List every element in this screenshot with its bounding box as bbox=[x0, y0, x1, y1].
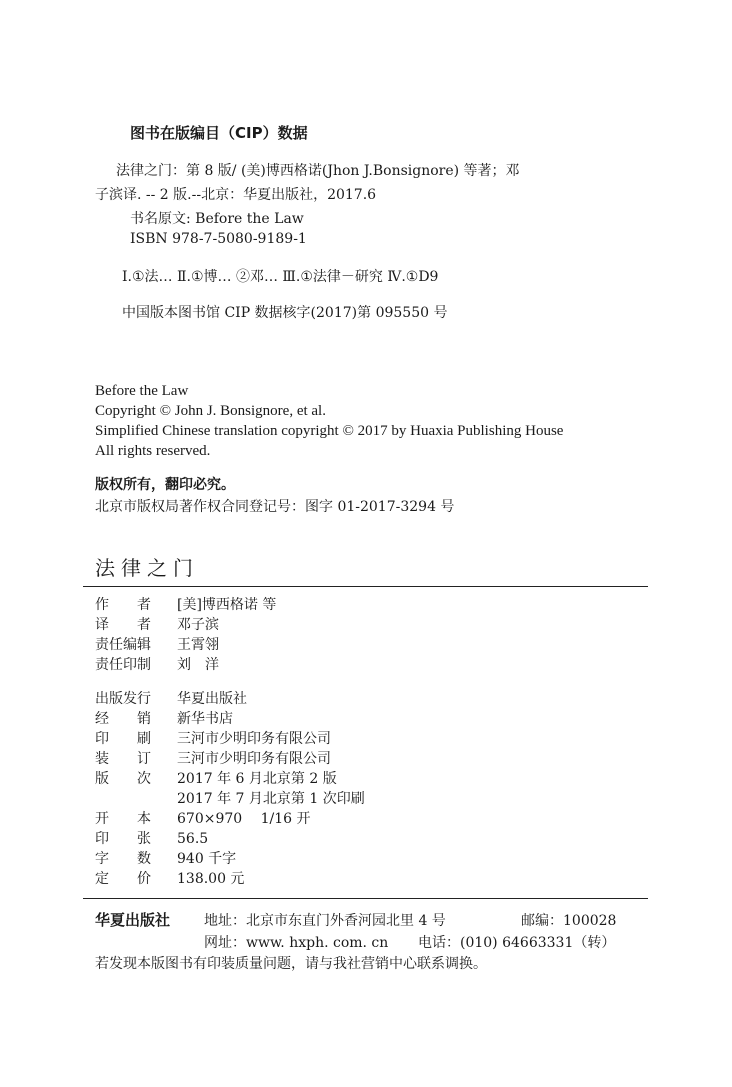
publishing-value: 670×970 1/16 开 bbox=[177, 811, 311, 827]
publishing-value: 940 千字 bbox=[177, 851, 237, 867]
credit-value: 邓子滨 bbox=[177, 617, 219, 633]
publisher-website: 网址：www. hxph. com. cn bbox=[204, 935, 389, 951]
publishing-row bbox=[95, 809, 311, 829]
publishing-row bbox=[95, 689, 247, 709]
publishing-value: 2017 年 7 月北京第 1 次印刷 bbox=[177, 791, 365, 807]
english-translation-copyright: Simplified Chinese translation copyright © 2017 by Huaxia Publishing House bbox=[95, 423, 564, 439]
copyright-contract-number: 北京市版权局著作权合同登记号：图字 01-2017-3294 号 bbox=[95, 499, 455, 515]
publishing-row bbox=[95, 789, 365, 809]
publisher-name: 华夏出版社 bbox=[95, 911, 171, 929]
cip-heading: 图书在版编目（CIP）数据 bbox=[130, 124, 308, 142]
publishing-value: 三河市少明印务有限公司 bbox=[177, 731, 331, 747]
publishing-label: 印 刷 bbox=[95, 731, 151, 747]
cip-classification: Ⅰ.①法… Ⅱ.①博… ②邓… Ⅲ.①法律－研究 Ⅳ.①D9 bbox=[122, 269, 439, 285]
credit-row bbox=[95, 635, 219, 655]
credit-value: 王霄翎 bbox=[177, 637, 219, 653]
publishing-row bbox=[95, 869, 244, 889]
english-rights: All rights reserved. bbox=[95, 443, 211, 459]
rights-notice: 版权所有，翻印必究。 bbox=[95, 477, 235, 493]
publishing-row bbox=[95, 749, 331, 769]
publishing-row bbox=[95, 709, 233, 729]
publishing-value: 56.5 bbox=[177, 831, 209, 847]
publishing-row bbox=[95, 849, 236, 869]
credit-value: 刘 洋 bbox=[177, 657, 219, 673]
publishing-label: 字 数 bbox=[95, 851, 151, 867]
credit-value: [美]博西格诺 等 bbox=[177, 597, 277, 613]
publishing-label: 版 次 bbox=[95, 771, 151, 787]
publishing-row bbox=[95, 829, 208, 849]
publishing-row bbox=[95, 729, 331, 749]
publisher-address: 地址：北京市东直门外香河园北里 4 号 bbox=[204, 913, 446, 929]
publishing-value: 138.00 元 bbox=[177, 871, 245, 887]
publishing-label: 经 销 bbox=[95, 711, 151, 727]
publisher-phone: 电话：(010) 64663331（转） bbox=[418, 935, 616, 951]
credit-label: 译 者 bbox=[95, 617, 151, 633]
publishing-value: 新华书店 bbox=[177, 711, 233, 727]
publisher-postcode: 邮编：100028 bbox=[521, 913, 617, 929]
cip-entry-line2: 子滨译. -- 2 版.--北京：华夏出版社，2017.6 bbox=[95, 187, 377, 203]
credit-label: 责任印制 bbox=[95, 657, 151, 673]
cip-isbn: ISBN 978-7-5080-9189-1 bbox=[130, 231, 307, 247]
cip-original-title: 书名原文: Before the Law bbox=[130, 211, 304, 227]
title-divider bbox=[83, 586, 648, 587]
english-title: Before the Law bbox=[95, 383, 189, 399]
cip-entry-line1: 法律之门：第 8 版/ (美)博西格诺(Jhon J.Bonsignore) 等著；邓 bbox=[116, 163, 520, 179]
cip-record-number: 中国版本图书馆 CIP 数据核字(2017)第 095550 号 bbox=[122, 305, 448, 321]
credit-label: 责任编辑 bbox=[95, 637, 151, 653]
credit-label: 作 者 bbox=[95, 597, 151, 613]
publishing-label: 出版发行 bbox=[95, 691, 151, 707]
publishing-label: 开 本 bbox=[95, 811, 151, 827]
book-title: 法律之门 bbox=[95, 556, 199, 580]
credit-row bbox=[95, 595, 276, 615]
publishing-label: 定 价 bbox=[95, 871, 151, 887]
footer-divider bbox=[83, 898, 648, 899]
credit-row bbox=[95, 615, 219, 635]
english-copyright: Copyright © John J. Bonsignore, et al. bbox=[95, 403, 326, 419]
publishing-value: 三河市少明印务有限公司 bbox=[177, 751, 331, 767]
publishing-value: 2017 年 6 月北京第 2 版 bbox=[177, 771, 337, 787]
publishing-label: 装 订 bbox=[95, 751, 151, 767]
publishing-row bbox=[95, 769, 337, 789]
credit-row bbox=[95, 655, 219, 675]
publishing-value: 华夏出版社 bbox=[177, 691, 247, 707]
quality-notice: 若发现本版图书有印装质量问题，请与我社营销中心联系调换。 bbox=[95, 956, 487, 972]
publishing-label: 印 张 bbox=[95, 831, 151, 847]
